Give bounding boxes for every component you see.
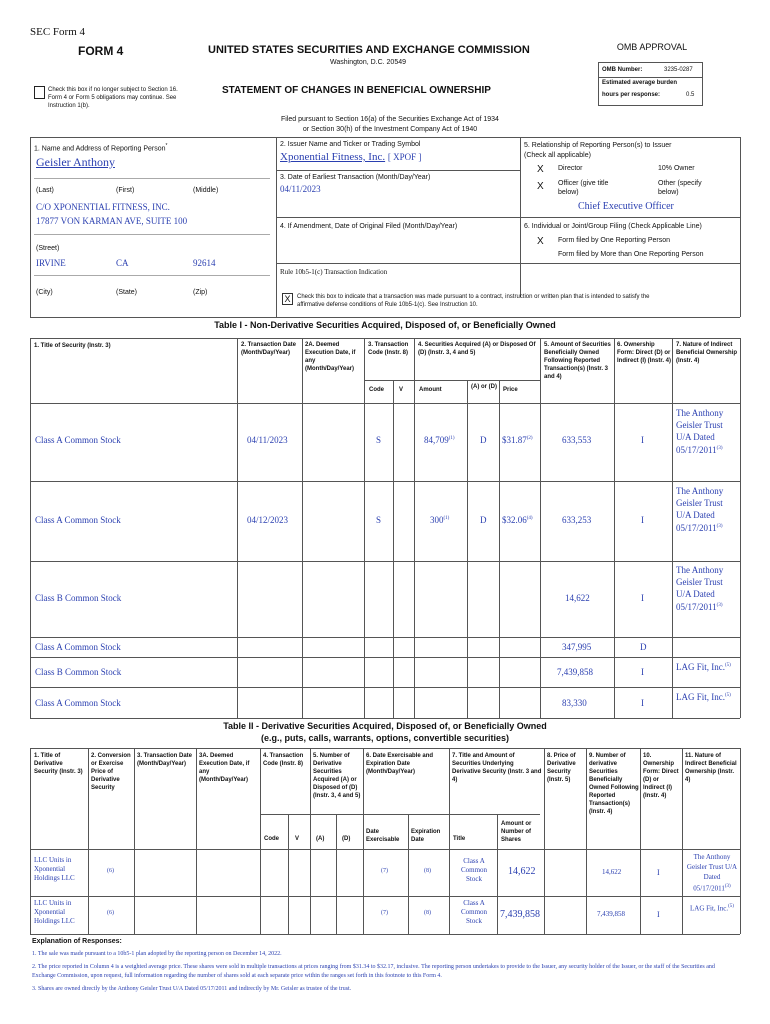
city-label: (City) [36,289,53,296]
t1-r3-form: D [640,642,647,652]
t2-title: Title [453,836,466,842]
omb-number-label: OMB Number: [602,67,643,73]
zip-label: (Zip) [193,289,208,296]
box6-label: 6. Individual or Joint/Group Filing (Check Applicable Line) [524,223,702,230]
address-line1: C/O XPONENTIAL FITNESS, INC. [36,202,170,212]
t1-r1-date: 04/12/2023 [247,515,289,525]
t2-r0-conv: (6) [107,868,114,874]
t2-r1-conv: (6) [107,910,114,916]
more-persons-label: Form filed by More than One Reporting Person [558,251,704,258]
t2-d: (D) [342,836,351,842]
last-label: (Last) [36,187,54,194]
t1-r3-owned: 347,995 [562,642,592,652]
box1-label: 1. Name and Address of Reporting Person* [34,143,168,153]
t2-r1-owned: 7,439,858 [597,910,625,918]
rule-checkbox[interactable]: X [282,293,293,305]
t1-r1-ad: D [480,515,487,525]
street-label: (Street) [36,245,60,252]
t2-h9: 9. Number of derivative Securities Beneficially Owned Following Reported Transaction(s) (Instr. 4) [589,753,639,815]
t1-r0-date: 04/11/2023 [247,435,288,445]
t2-r0-utitle: Class A Common Stock [460,857,488,883]
ticker: [ XPOF ] [387,152,422,162]
t1-r2-owned: 14,622 [565,593,590,603]
t2-amt: Amount or Number of Shares [501,821,532,843]
table-row: Class B Common Stock [35,593,122,603]
reporting-person-name[interactable]: Geisler Anthony [36,155,115,169]
t1-r0-ad: D [480,435,487,445]
table1-title: Table I - Non-Derivative Securities Acquired, Disposed of, or Beneficially Owned [214,320,556,330]
t2-date-ex: Date Exercisable [366,829,400,843]
officer-mark[interactable]: X [537,181,544,192]
t1-h5: 5. Amount of Securities Beneficially Owned Following Reported Transaction(s) (Instr. 3 and 4) [544,342,611,380]
omb-number-value: 3235-0287 [664,67,693,73]
table-row: LLC Units in Xponential Holdings LLC [34,899,75,925]
ten-pct-owner-label: 10% Owner [658,165,695,172]
t1-code: Code [369,387,384,393]
t1-r0-form: I [641,435,644,445]
footnote-3: 3. Shares are owned directly by the Anthony Geisler Trust U/A Dated 05/17/2011 and indirectly by Mr. Geisler as trustee of the trust. [32,986,352,992]
t2-h2: 2. Conversion or Exercise Price of Derivative Security [91,753,131,791]
t2-r0-nature: The Anthony Geisler Trust U/A Dated 05/17/2011$^{(3)}$ [686,853,738,893]
rule-text: Check this box to indicate that a transaction was made pursuant to a contract, instruction or written plan that is intended to satisfy the affirmative defense conditions of Rule 10b5-1(c). See Instruction 10. [297,294,650,308]
t2-r1-nature: LAG Fit, Inc.$^{(5)}$ [690,904,734,913]
officer-label: Officer (give title below) [558,180,609,196]
form-title: FORM 4 [78,44,124,58]
t2-h5: 5. Number of Derivative Securities Acquired (A) or Disposed of (D) (Instr. 3, 4 and 5) [313,753,361,799]
zip-value: 92614 [193,258,216,268]
t1-r1-amount: 300$^{(1)}$ [430,515,450,525]
t2-r0-form: I [657,868,660,877]
t2-a: (A) [316,836,325,842]
t1-r5-nature: LAG Fit, Inc.$^{(5)}$ [676,692,731,702]
agency-title: UNITED STATES SECURITIES AND EXCHANGE COMMISSION [208,44,530,56]
director-mark[interactable]: X [537,164,544,175]
t2-h11: 11. Nature of Indirect Beneficial Ownership (Instr. 4) [685,753,737,783]
t1-r4-form: I [641,667,644,677]
t2-h3a: 3A. Deemed Execution Date, if any (Month/Day/Year) [199,753,250,783]
omb-title: OMB APPROVAL [616,42,688,52]
t1-v: V [399,387,404,393]
t1-h3: 3. Transaction Code (Instr. 8) [368,342,409,356]
t1-h7: 7. Nature of Indirect Beneficial Ownership (Instr. 4) [676,342,738,364]
box3-label: 3. Date of Earliest Transaction (Month/Day/Year) [280,174,431,181]
t1-r0-amount: 84,709$^{(1)}$ [424,435,455,445]
one-person-mark[interactable]: X [537,236,544,247]
t1-amount: Amount [419,387,442,393]
t1-r1-price: $32.06$^{(4)}$ [502,515,533,525]
box4-label: 4. If Amendment, Date of Original Filed (Month/Day/Year) [280,223,458,230]
issuer-name [280,151,421,163]
t2-r1-shares: 7,439,858 [500,909,540,920]
sec-form-label: SEC Form 4 [30,26,86,38]
t2-h10: 10. Ownership Form: Direct (D) or Indirect (I) (Instr. 4) [643,753,679,799]
t1-r4-owned: 7,439,858 [557,667,593,677]
t2-exp: Expiration Date [411,829,441,843]
t1-r1-code: S [376,515,382,525]
first-label: (First) [116,187,135,194]
t1-r1-owned: 633,253 [562,515,592,525]
omb-burden-label: Estimated average burden [602,80,678,86]
footnote-2: 2. The price reported in Column 4 is a weighted average price. These shares were sold in multiple transactions at prices ranging from $31.34 to $32.17, inclusive. The reporting person undertakes to provide to the Issuer, any security holder of the Issuer, or the staff of the Securities and Exchange Commission, upon request, full information regarding the number of shares sold at each separate price within the ranges set forth in this footnote to this Form 4. [32,964,715,979]
t1-r0-owned: 633,553 [562,435,592,445]
table-row: Class A Common Stock [35,698,121,708]
table-row: Class A Common Stock [35,515,121,525]
t2-h1: 1. Title of Derivative Security (Instr. 3) [34,753,83,775]
officer-title: Chief Executive Officer [578,201,674,212]
t2-r0-shares: 14,622 [508,866,536,877]
explanation-title: Explanation of Responses: [32,938,122,945]
t2-r1-form: I [657,910,660,919]
table-row: Class A Common Stock [35,435,121,445]
t1-h4: 4. Securities Acquired (A) or Disposed Of (D) (Instr. 3, 4 and 5) [418,342,536,356]
table2-title: Table II - Derivative Securities Acquired, Disposed of, or Beneficially Owned (e.g., puts, calls, warrants, options, convertible securities) [223,721,547,743]
omb-hours-label: hours per response: [602,92,661,98]
t1-r5-form: I [641,698,644,708]
t1-h1: 1. Title of Security (Instr. 3) [34,343,111,349]
t1-r1-form: I [641,515,644,525]
t1-h6: 6. Ownership Form: Direct (D) or Indirect (I) (Instr. 4) [617,342,672,364]
t2-r0-owned: 14,622 [602,868,622,876]
t1-h2: 2. Transaction Date (Month/Day/Year) [241,342,297,356]
earliest-date: 04/11/2023 [280,184,321,194]
t1-r0-code: S [376,435,382,445]
t1-r2-nature: The Anthony Geisler Trust U/A Dated 05/17/2011$^{(3)}$ [676,565,724,612]
t2-r1-utitle: Class A Common Stock [460,899,488,925]
t1-r0-price: $31.87$^{(2)}$ [502,435,533,445]
state-value: CA [116,258,129,268]
issuer-link[interactable]: Xponential Fitness, Inc. [280,151,386,163]
state-label: (State) [116,289,138,296]
t2-v: V [295,836,300,842]
box5-label: 5. Relationship of Reporting Person(s) to Issuer (Check all applicable) [524,142,672,159]
t2-r0-exp: (8) [424,868,431,874]
no-longer-subject-text: Check this box if no longer subject to Section 16. Form 4 or Form 5 obligations may continue. See Instruction 1(b). [48,87,178,109]
table-row: Class A Common Stock [35,642,121,652]
t2-r0-ex: (7) [381,868,388,874]
omb-hours-value: 0.5 [686,92,695,98]
t1-price: Price [503,387,518,393]
address-line2: 17877 VON KARMAN AVE, SUITE 100 [36,216,188,226]
statement-title: STATEMENT OF CHANGES IN BENEFICIAL OWNERSHIP [222,85,491,96]
filed-pursuant: Filed pursuant to Section 16(a) of the Securities Exchange Act of 1934 or Section 30(h) of the Investment Company Act of 1940 [281,116,499,133]
t2-code: Code [264,836,279,842]
table-row: Class B Common Stock [35,667,122,677]
t2-r1-exp: (8) [424,910,431,916]
agency-city: Washington, D.C. 20549 [330,59,407,66]
table-row: LLC Units in Xponential Holdings LLC [34,856,75,882]
t2-r1-ex: (7) [381,910,388,916]
middle-label: (Middle) [193,187,219,194]
city-value: IRVINE [36,258,66,268]
no-longer-subject-checkbox[interactable] [34,86,45,99]
footnote-1: 1. The sale was made pursuant to a 10b5-1 plan adopted by the reporting person on December 14, 2022. [32,951,282,957]
other-label: Other (specify below) [658,180,702,196]
explanation-list [32,950,737,994]
t1-r5-owned: 83,330 [562,698,587,708]
t2-h7: 7. Title and Amount of Securities Underlying Derivative Security (Instr. 3 and 4) [452,753,542,783]
t1-h2a: 2A. Deemed Execution Date, if any (Month/Day/Year) [305,342,356,372]
director-label: Director [558,165,583,172]
t2-h3: 3. Transaction Date (Month/Day/Year) [137,753,193,767]
one-person-label: Form filed by One Reporting Person [558,237,671,244]
t1-r1-nature: The Anthony Geisler Trust U/A Dated 05/17/2011$^{(3)}$ [676,486,724,533]
t1-r0-nature: The Anthony Geisler Trust U/A Dated 05/17/2011$^{(3)}$ [676,408,724,455]
t1-r2-form: I [641,593,644,603]
box2-label: 2. Issuer Name and Ticker or Trading Symbol [280,141,421,148]
t2-h8: 8. Price of Derivative Security (Instr. 5) [547,753,576,783]
t2-h6: 6. Date Exercisable and Expiration Date (Month/Day/Year) [366,753,434,775]
t1-r4-nature: LAG Fit, Inc.$^{(5)}$ [676,662,731,672]
t2-h4: 4. Transaction Code (Instr. 8) [263,753,304,767]
t1-ad: (A) or (D) [471,384,497,390]
rule-label: Rule 10b5-1(c) Transaction Indication [280,268,388,276]
